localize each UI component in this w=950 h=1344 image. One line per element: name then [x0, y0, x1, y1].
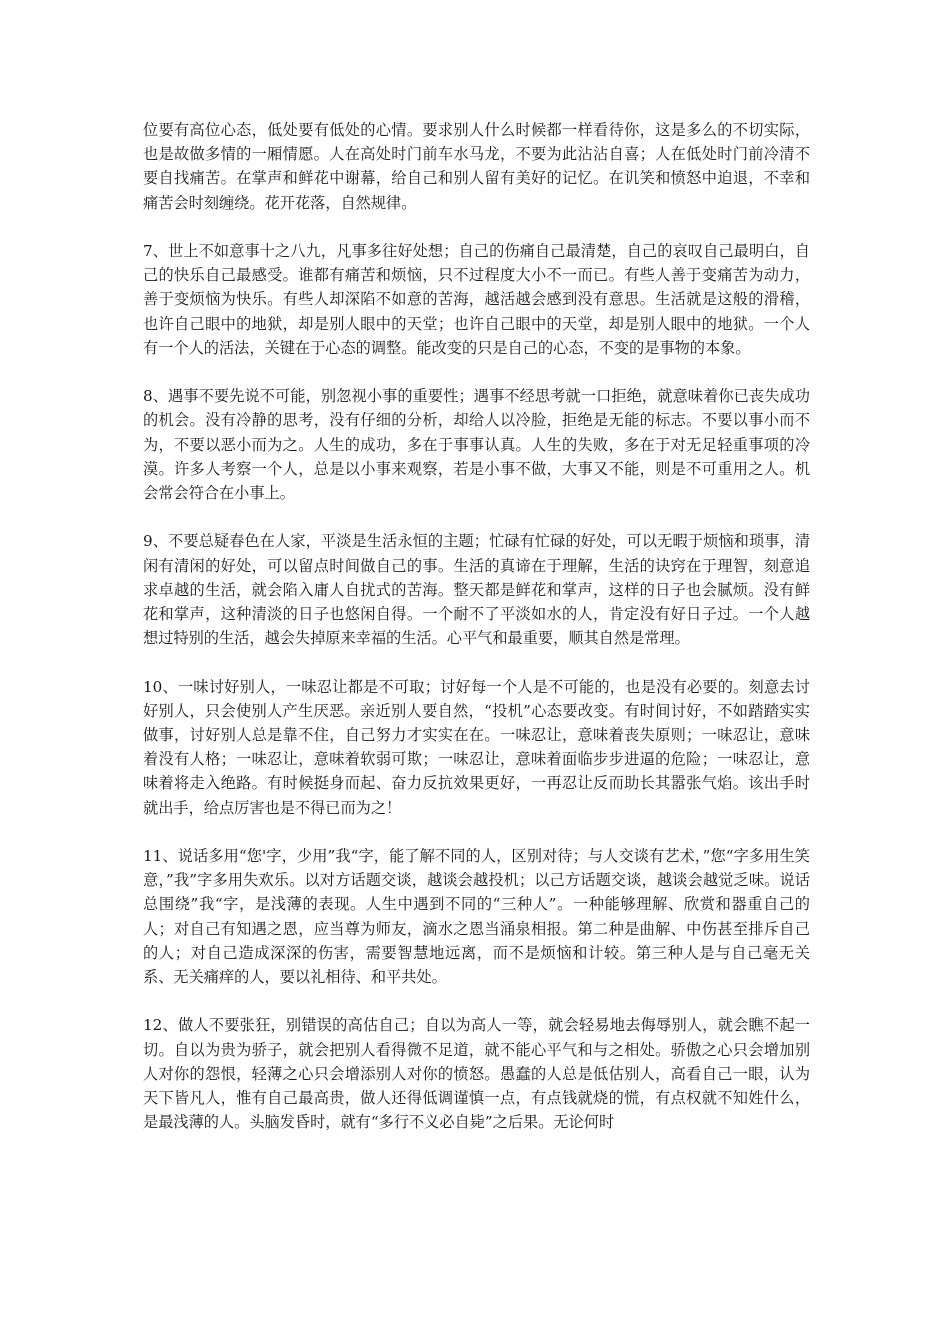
- paragraph-7: 7、世上不如意事十之八九，凡事多往好处想；自己的伤痛自己最清楚，自己的哀叹自己最明白，自己的快乐自己最感受。谁都有痛苦和烦恼，只不过程度大小不一而已。有些人善于变痛苦为动力，善于变烦恼为快乐。有些人却深陷不如意的苦海，越活越会感到没有意思。生活就是这般的滑稽，也许自己眼中的地狱，却是别人眼中的天堂；也许自己眼中的天堂，却是别人眼中的地狱。一个人有一个人的活法，关键在于心态的调整。能改变的只是自己的心态，不变的是事物的本象。: [143, 242, 810, 357]
- paragraph-9: 9、不要总疑春色在人家，平淡是生活永恒的主题；忙碌有忙碌的好处，可以无暇于烦恼和琐事，清闲有清闲的好处，可以留点时间做自己的事。生活的真谛在于理解，生活的诀窍在于理智，刻意追求卓越的生活，就会陷入庸人自扰式的苦海。整天都是鲜花和掌声，这样的日子也会腻烦。没有鲜花和掌声，这种清淡的日子也悠闲自得。一个耐不了平淡如水的人，肯定没有好日子过。一个人越想过特别的生活，越会失掉原来幸福的生活。心平气和最重要，顺其自然是常理。: [143, 532, 810, 648]
- document-body: [143, 118, 810, 1159]
- paragraph-intro: 位要有高位心态，低处要有低处的心情。要求别人什么时候都一样看待你，这是多么的不切实际，也是故做多情的一厢情愿。人在高处时门前车水马龙，不要为此沾沾自喜；人在低处时门前冷清不要自找痛苦。在掌声和鲜花中谢幕，给自己和别人留有美好的记忆。在讥笑和愤怒中迫退，不幸和痛苦会时刻缠绕。花开花落，自然规律。: [143, 121, 810, 212]
- paragraph-8: 8、遇事不要先说不可能，别忽视小事的重要性；遇事不经思考就一口拒绝，就意味着你已丧失成功的机会。没有冷静的思考，没有仔细的分析，却给人以冷脸，拒绝是无能的标志。不要以事小而不为，不要以恶小而为之。人生的成功，多在于事事认真。人生的失败，多在于对无足轻重事项的冷漠。许多人考察一个人，总是以小事来观察，若是小事不做，大事又不能，则是不可重用之人。机会常会符合在小事上。: [143, 387, 810, 503]
- paragraph-11: 11、说话多用“您'字，少用”我“字，能了解不同的人，区别对待；与人交谈有艺术，”您“字多用生笑意，”我”字多用失欢乐。以对方话题交谈，越谈会越投机；以己方话题交谈，越谈会越觉乏味。说话总围绕”我“字，是浅薄的表现。人生中遇到不同的“三种人”。一种能够理解、欣赏和器重自己的人；对自己有知遇之恩，应当尊为师友，滴水之恩当涌泉相报。第二种是曲解、中伤甚至排斥自己的人；对自己造成深深的伤害，需要智慧地远离，而不是烦恼和计较。第三种人是与自己毫无关系、无关痛痒的人，要以礼相待、和平共处。: [143, 847, 810, 987]
- paragraph-12: 12、做人不要张狂，别错误的高估自己；自以为高人一等，就会轻易地去侮辱别人，就会瞧不起一切。自以为贵为骄子，就会把别人看得微不足道，就不能心平气和与之相处。骄傲之心只会增加别人对你的怨恨，轻薄之心只会增添别人对你的愤怒。愚蠢的人总是低估别人，高看自己一眼，认为天下皆凡人，惟有自己最高贵，做人还得低调谨慎一点，有点钱就烧的慌，有点权就不知姓什么，是最浅薄的人。头脑发昏时，就有“多行不义必自毙”之后果。无论何时: [143, 1016, 810, 1132]
- paragraph-10: 10、一味讨好别人，一味忍让都是不可取；讨好每一个人是不可能的，也是没有必要的。刻意去讨好别人，只会使别人产生厌恶。亲近别人要自然，“投机”心态要改变。有时间讨好，不如踏踏实实做事，讨好别人总是靠不住，自己努力才实实在在。一味忍让，意味着丧失原则；一味忍让，意味着没有人格；一味忍让，意味着软弱可欺；一味忍让，意味着面临步步进逼的危险；一味忍让，意味着将走入绝路。有时候挺身而起、奋力反抗效果更好，一再忍让反而助长其嚣张气焰。该出手时就出手，给点厉害也是不得已而为之！: [143, 677, 810, 817]
